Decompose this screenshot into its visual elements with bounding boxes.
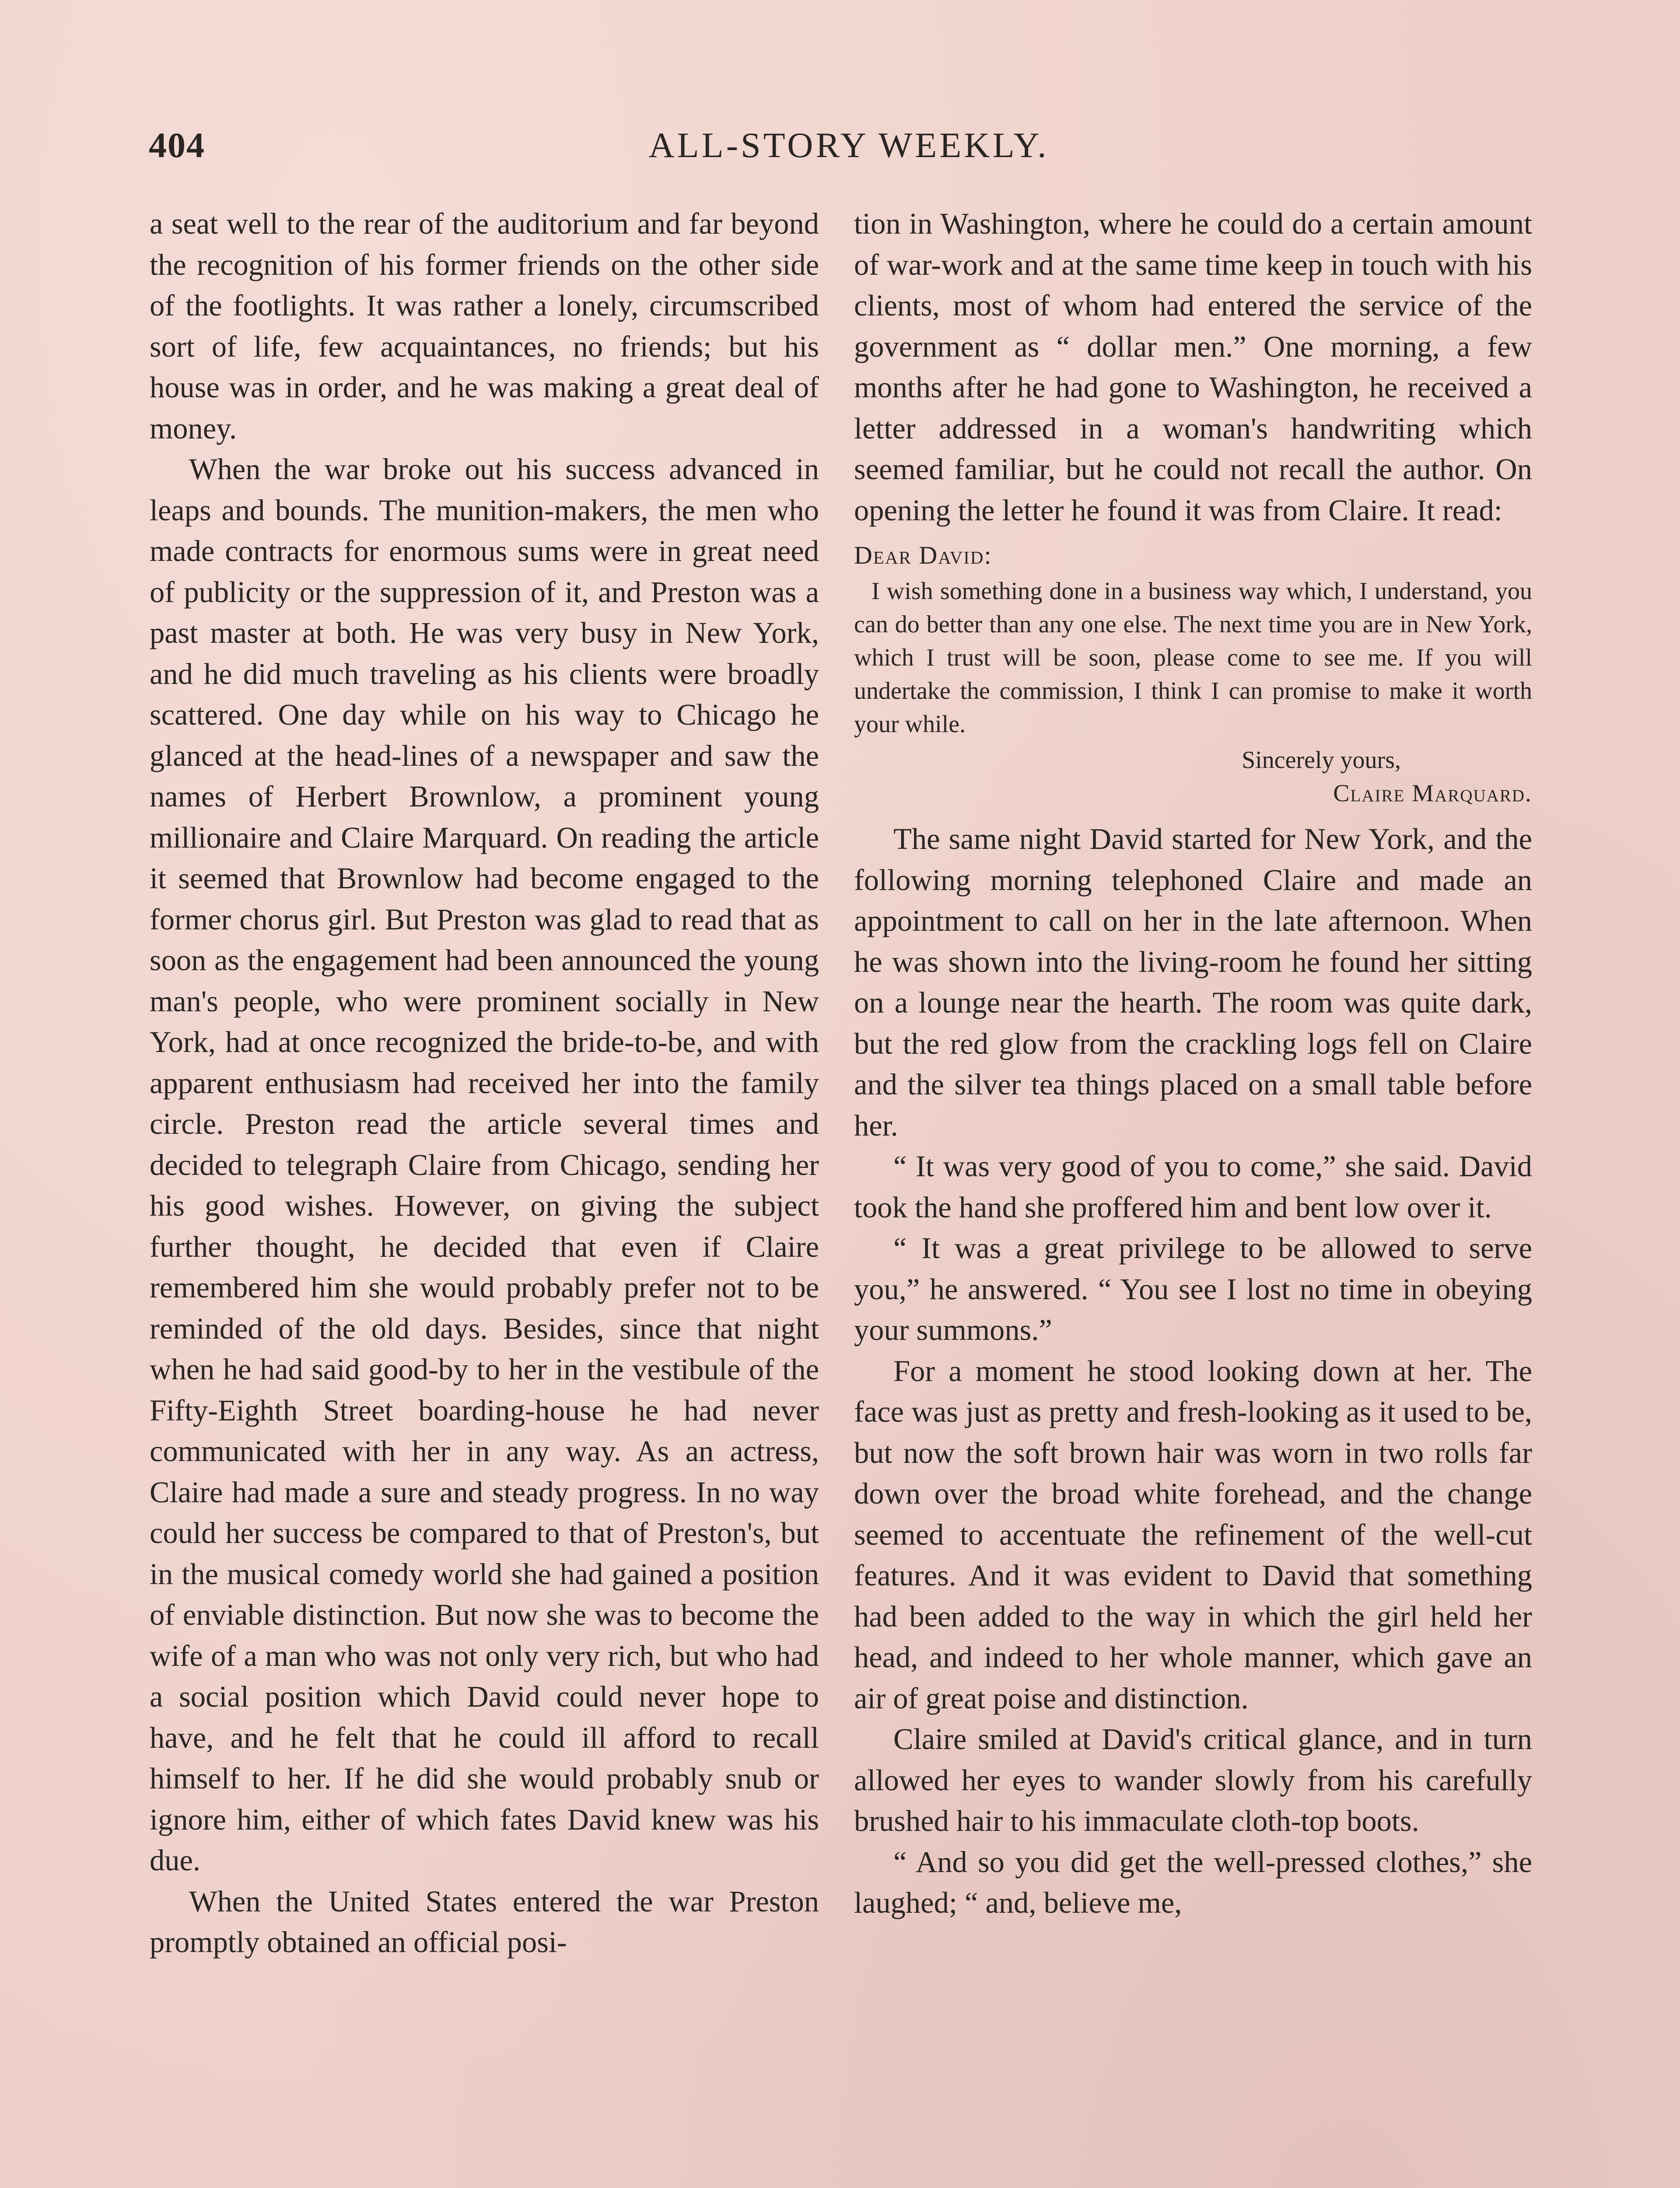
page-header	[149, 125, 1549, 182]
page-number: 404	[149, 125, 205, 165]
paragraph: For a moment he stood looking down at her. The face was just as pretty and fresh-looking as it used to be, but now the soft brown hair was worn in two rolls far down over the broad white forehead, and the change seemed to accentuate the refinement of the well-cut features. And it was evident to David that something had been added to the way in which the girl held her head, and indeed to her whole manner, which gave an air of great poise and distinction.	[854, 1354, 1532, 1715]
paragraph: “ It was a great privilege to be allowed to serve you,” he answered. “ You see I lost no time in obeying your summons.”	[854, 1231, 1532, 1346]
paragraph: tion in Washington, where he could do a certain amount of war-work and at the same time keep in touch with his clients, most of whom had entered the service of the government as “ dollar men.” One morning, a few months after he had gone to Washington, he received a letter addressed in a woman's handwriting which seemed familiar, but he could not recall the author. On opening the letter he found it was from Claire. It read:	[854, 207, 1532, 527]
right-column	[854, 203, 1532, 1924]
paragraph: Claire smiled at David's critical glance, and in turn allowed her eyes to wander slowly from his carefully brushed hair to his immaculate cloth-top boots.	[854, 1722, 1532, 1837]
paragraph: “ It was very good of you to come,” she said. David took the hand she proffered him and bent low over it.	[854, 1150, 1532, 1224]
paragraph: The same night David started for New York, and the following morning telephoned Claire and made an appointment to call on her in the late afternoon. When he was shown into the living-room he found her sitting on a lounge near the hearth. The room was quite dark, but the red glow from the crackling logs fell on Claire and the silver tea things placed on a small table before her.	[854, 822, 1532, 1142]
running-title: ALL-STORY WEEKLY.	[648, 125, 1049, 165]
letter-salutation: Dear David:	[854, 541, 992, 569]
paragraph: “ And so you did get the well-pressed clothes,” she laughed; “ and, believe me,	[854, 1845, 1532, 1919]
left-column	[150, 203, 819, 1963]
letter-closing: Sincerely yours,	[1242, 747, 1401, 774]
letter-body: I wish something done in a business way which, I understand, you can do better than any one else. The next time you are in New York, which I trust will be soon, please come to see me. If you will undertake the commission, I think I can promise to make it worth your while.	[854, 578, 1532, 738]
paragraph: When the war broke out his success advanced in leaps and bounds. The munition-makers, the men who made contracts for enormous sums were in great need of publicity or the suppression of it, and Preston was a past master at both. He was very busy in New York, and he did much traveling as his clients were broadly scattered. One day while on his way to Chicago he glanced at the head-lines of a newspaper and saw the names of Herbert Brownlow, a prominent young millionaire and Claire Marquard. On reading the article it seemed that Brownlow had become engaged to the former chorus girl. But Preston was glad to read that as soon as the engagement had been announced the young man's people, who were prominent socially in New York, had at once recognized the bride-to-be, and with apparent enthusiasm had received her into the family circle. Preston read the article several times and decided to telegraph Claire from Chicago, sending her his good wishes. However, on giving the subject further thought, he decided that even if Claire remembered him she would probably prefer not to be reminded of the old days. Besides, since that night when he had said good-by to her in the vestibule of the Fifty-Eighth Street boarding-house he had never communicated with her in any way. As an actress, Claire had made a sure and steady progress. In no way could her success be compared to that of Preston's, but in the musical comedy world she had gained a position of enviable distinction. But now she was to become the wife of a man who was not only very rich, but who had a social position which David could never hope to have, and he felt that he could ill afford to recall himself to her. If he did she would probably snub or ignore him, either of which fates David knew was his due.	[150, 452, 819, 1877]
letter-signature: Claire Marquard.	[1333, 780, 1532, 807]
paragraph: a seat well to the rear of the auditorium and far beyond the recognition of his former friends on the other side of the footlights. It was rather a lonely, circumscribed sort of life, few acquaintances, no friends; but his house was in order, and he was making a great deal of money.	[150, 207, 819, 445]
letter-block	[854, 539, 1532, 810]
paragraph: When the United States entered the war Preston promptly obtained an official posi-	[150, 1884, 819, 1959]
